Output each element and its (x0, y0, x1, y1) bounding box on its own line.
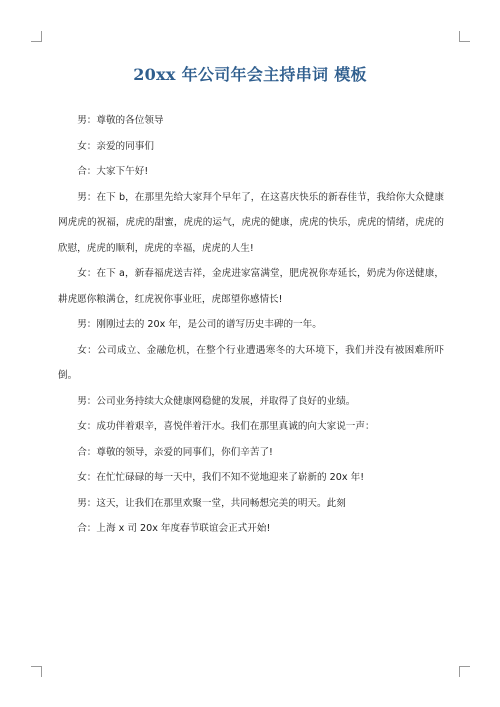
crop-mark-top-left (31, 31, 42, 42)
paragraph-12: 男：这天，让我们在那里欢聚一堂，共同畅想完美的明天。此刻 (77, 497, 346, 509)
paragraph-7: 女：公司成立、金融危机，在整个行业遭遇寒冬的大环境下，我们并没有被困难所吓倒。 (58, 344, 444, 381)
crop-mark-bottom-right (459, 666, 470, 677)
paragraph-10: 合：尊敬的领导，亲爱的同事们，你们辛苦了! (77, 446, 273, 458)
paragraph-4: 男：在下 b，在那里先给大家拜个早年了，在这喜庆快乐的新春佳节，我给你大众健康网虎虎的祝福，虎虎的甜蜜，虎虎的运气，虎虎的健康，虎虎的快乐，虎虎的情绪，虎虎的欣慰，虎虎的顺利，虎虎的幸福，虎虎的人生! (58, 191, 444, 254)
document-title: 20xx 年公司年会主持串词 模板 (133, 65, 367, 84)
paragraph-5: 女：在下 a，新春福虎送吉祥，金虎进家富满堂，肥虎祝你寿延长，奶虎为你送健康，耕虎愿你粮满仓，红虎祝你事业旺，虎郎望你感情长! (58, 268, 444, 305)
paragraph-9: 女：成功伴着艰辛，喜悦伴着汗水。我们在那里真诚的向大家说一声： (77, 421, 375, 432)
paragraph-3: 合：大家下午好! (77, 166, 149, 177)
document-body (58, 108, 444, 542)
paragraph-11: 女：在忙忙碌碌的每一天中，我们不知不觉地迎来了崭新的 20x 年! (77, 472, 365, 483)
crop-mark-bottom-left (31, 666, 42, 677)
paragraph-2: 女：亲爱的同事们 (77, 140, 154, 152)
paragraph-6: 男：刚刚过去的 20x 年，是公司的谱写历史丰碑的一年。 (77, 319, 322, 330)
paragraph-8: 男：公司业务持续大众健康网稳健的发展，并取得了良好的业绩。 (77, 395, 356, 407)
paragraph-1: 男：尊敬的各位领导 (77, 115, 164, 126)
paragraph-13: 合：上海 x 司 20x 年度春节联谊会正式开始! (77, 523, 271, 534)
crop-mark-top-right (459, 31, 470, 42)
